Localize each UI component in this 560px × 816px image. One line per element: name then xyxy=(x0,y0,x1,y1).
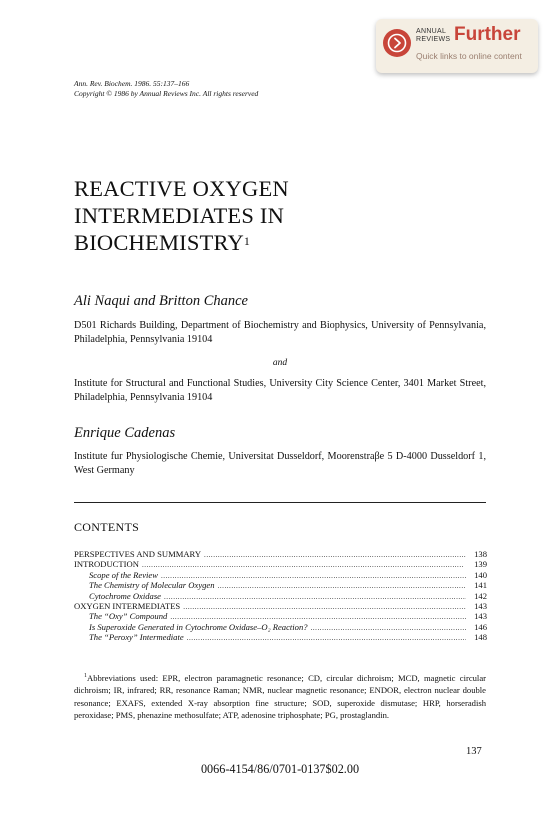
affiliation-3: Institute fur Physiologische Chemie, Universitat Dusseldorf, Moorenstraβe 5 D-4000 Dusseldorf 1, West Germany xyxy=(74,451,486,476)
page-number: 137 xyxy=(466,746,482,757)
footnote-mark: 1 xyxy=(84,673,87,679)
toc-subentry[interactable] xyxy=(74,632,487,642)
toc-leader-dots xyxy=(204,549,466,559)
contents-heading: CONTENTS xyxy=(74,520,140,534)
author-names-1: Ali Naqui and Britton Chance xyxy=(74,293,248,309)
toc-leader-dots xyxy=(161,570,466,580)
toc-entry[interactable] xyxy=(74,549,487,559)
toc-subentry[interactable] xyxy=(74,580,487,590)
toc-entry-title: Cytochrome Oxidase xyxy=(89,590,161,601)
toc-subentry[interactable] xyxy=(74,591,487,601)
toc-entry-page: 143 xyxy=(474,600,487,611)
toc-entry-title: The “Oxy” Compound xyxy=(89,611,168,622)
toc-entry-page: 148 xyxy=(474,632,487,643)
badge-reviews-label: REVIEWS xyxy=(416,36,451,43)
title-footnote-mark[interactable]: 1 xyxy=(243,234,251,248)
toc-entry-page: 138 xyxy=(474,549,487,559)
toc-entry-title: The “Peroxy” Intermediate xyxy=(89,632,184,643)
fee-code-line: 0066-4154/86/0701-0137$02.00 xyxy=(200,762,360,776)
badge-tagline: Quick links to online content xyxy=(416,51,522,61)
toc-entry-page: 143 xyxy=(474,611,487,622)
toc-entry-title: INTRODUCTION xyxy=(74,559,139,570)
section-divider xyxy=(74,502,486,503)
toc-entry-page: 141 xyxy=(474,580,487,591)
affiliation-1: D501 Richards Building, Department of Biochemistry and Biophysics, University of Pennsylvania, Philadelphia, Pennsylvania 19104 xyxy=(74,320,486,345)
toc-entry-page: 146 xyxy=(474,621,487,632)
toc-leader-dots xyxy=(311,622,466,632)
toc-entry-page: 142 xyxy=(474,590,487,601)
toc-leader-dots xyxy=(164,591,466,601)
article-title xyxy=(74,175,289,256)
toc-entry-title: OXYGEN INTERMEDIATES xyxy=(74,600,181,611)
author-names-2: Enrique Cadenas xyxy=(74,425,176,441)
further-badge[interactable] xyxy=(376,19,538,73)
title-line-2: INTERMEDIATES IN xyxy=(74,203,285,228)
toc-leader-dots xyxy=(218,580,466,590)
toc-entry-page: 139 xyxy=(474,559,487,570)
toc-entry[interactable] xyxy=(74,601,487,611)
toc-entry-title: Scope of the Review xyxy=(89,569,158,580)
toc-subentry[interactable] xyxy=(74,611,487,621)
badge-annual-label: ANNUAL xyxy=(416,28,447,35)
toc-leader-dots xyxy=(170,611,466,621)
title-line-1: REACTIVE OXYGEN xyxy=(74,176,289,201)
title-line-3: BIOCHEMISTRY xyxy=(74,230,244,255)
toc-subentry[interactable] xyxy=(74,622,487,632)
table-of-contents xyxy=(74,549,487,643)
citation-line-2: Copyright © 1986 by Annual Reviews Inc. All rights reserved xyxy=(74,89,259,98)
toc-entry[interactable] xyxy=(74,559,487,569)
abbreviations-footnote xyxy=(74,670,486,721)
toc-entry-page: 140 xyxy=(474,569,487,580)
badge-further-label: Further xyxy=(454,24,521,45)
further-logo-icon xyxy=(383,29,411,57)
toc-entry-title: PERSPECTIVES AND SUMMARY xyxy=(74,549,202,559)
toc-entry-title: Is Superoxide Generated in Cytochrome Oxidase–O₂ Reaction? xyxy=(89,621,308,632)
footnote-text: Abbreviations used: EPR, electron paramagnetic resonance; CD, circular dichroism; MCD, magnetic circular dichroism; IR, infrared; RR, resonance Raman; NMR, nuclear magnetic resonance; ENDOR, electron nuclear double resonance; EXAFS, extended X-ray absorption fine structure; SOD, superoxide dismutase; HRP, horseradish peroxidase; PMS, phenazine methosulfate; ATP, adenosine triphosphate; PG, prostaglandin. xyxy=(74,672,486,721)
toc-leader-dots xyxy=(183,601,466,611)
toc-leader-dots xyxy=(187,632,466,642)
toc-subentry[interactable] xyxy=(74,570,487,580)
and-connector: and xyxy=(272,358,288,368)
affiliation-2: Institute for Structural and Functional Studies, University City Science Center, 3401 Market Street, Philadelphia, Pennsylvania 19104 xyxy=(74,378,486,403)
toc-leader-dots xyxy=(142,559,466,569)
citation-line-1: Ann. Rev. Biochem. 1986. 55:137–166 xyxy=(74,79,190,88)
toc-entry-title: The Chemistry of Molecular Oxygen xyxy=(89,580,215,591)
